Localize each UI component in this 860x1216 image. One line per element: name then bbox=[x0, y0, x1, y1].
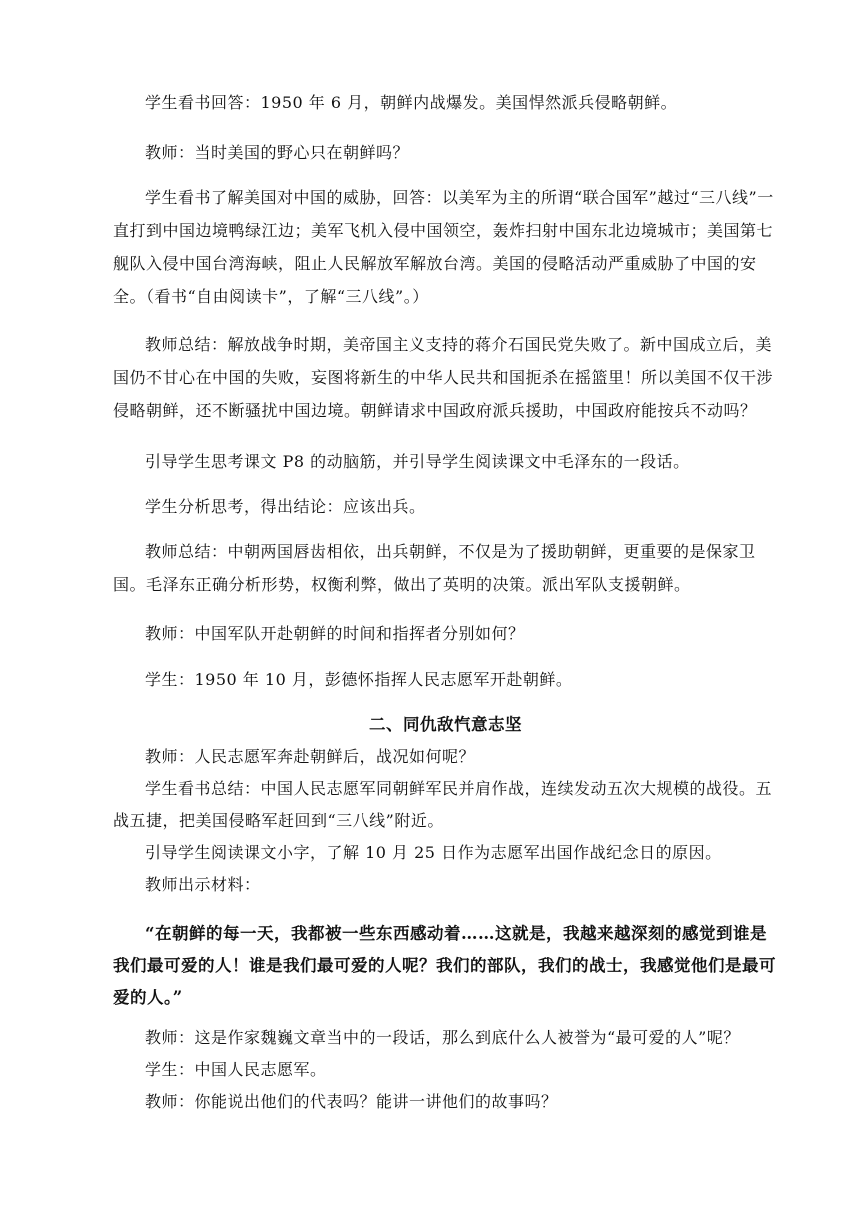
paragraph-student-conclusion: 学生分析思考，得出结论：应该出兵。 bbox=[145, 497, 426, 516]
paragraph-student-october: 学生：1950 年 10 月，彭德怀指挥人民志愿军开赴朝鲜。 bbox=[145, 670, 573, 689]
paragraph-student-threat-answer: 学生看书了解美国对中国的威胁，回答：以美军为主的所谓“联合国军”越过“三八线”一直打到中国边境鸭绿江边；美军飞机入侵中国领空，轰炸扫射中国东北边境城市；美国第七舰队入侵中国台湾海峡，阻止人民解放军解放台湾。美国的侵略活动严重威胁了中国的安全。（看书“自由阅读卡”，了解“三八线”。） bbox=[113, 188, 774, 306]
quote-weiwei: “在朝鲜的每一天，我都被一些东西感动着……这就是，我越来越深刻的感觉到谁是我们最可爱的人！谁是我们最可爱的人呢？我们的部队，我们的战士，我感觉他们是最可爱的人。” bbox=[113, 924, 776, 1007]
paragraph-answer-1950-june: 学生看书回答：1950 年 6 月，朝鲜内战爆发。美国悍然派兵侵略朝鲜。 bbox=[145, 93, 678, 112]
paragraph-teacher-question-time: 教师：中国军队开赴朝鲜的时间和指挥者分别如何？ bbox=[145, 624, 525, 643]
paragraph-guide-p8: 引导学生思考课文 P8 的动脑筋，并引导学生阅读课文中毛泽东的一段话。 bbox=[145, 452, 690, 471]
paragraph-teacher-summary-liberation: 教师总结：解放战争时期，美帝国主义支持的蒋介石国民党失败了。新中国成立后，美国仍不甘心在中国的失败，妄图将新生的中华人民共和国扼杀在摇篮里！所以美国不仅干涉侵略朝鲜，还不断骚扰中国边境。朝鲜请求中国政府派兵援助，中国政府能按兵不动吗？ bbox=[113, 335, 774, 420]
paragraph-teacher-summary-decision: 教师总结：中朝两国唇齿相依，出兵朝鲜，不仅是为了援助朝鲜，更重要的是保家卫国。毛泽东正确分析形势，权衡利弊，做出了英明的决策。派出军队支援朝鲜。 bbox=[113, 542, 756, 594]
paragraph-guide-commemoration: 引导学生阅读课文小字，了解 10 月 25 日作为志愿军出国作战纪念日的原因。 bbox=[145, 843, 722, 862]
paragraph-teacher-question-cutest: 教师：这是作家魏巍文章当中的一段话，那么到底什么人被誉为“最可爱的人”呢？ bbox=[145, 1028, 740, 1047]
paragraph-teacher-question-stories: 教师：你能说出他们的代表吗？能讲一讲他们的故事吗？ bbox=[145, 1092, 558, 1111]
section-heading: 二、同仇敌忾意志坚 bbox=[369, 715, 522, 734]
paragraph-teacher-question-war: 教师：人民志愿军奔赴朝鲜后，战况如何呢？ bbox=[145, 747, 476, 766]
paragraph-student-volunteers: 学生：中国人民志愿军。 bbox=[145, 1060, 327, 1079]
paragraph-teacher-material: 教师出示材料： bbox=[145, 875, 261, 894]
paragraph-teacher-question-ambition: 教师：当时美国的野心只在朝鲜吗？ bbox=[145, 143, 410, 162]
paragraph-student-summary-campaigns: 学生看书总结：中国人民志愿军同朝鲜军民并肩作战，连续发动五次大规模的战役。五战五捷，把美国侵略军赶回到“三八线”附近。 bbox=[113, 779, 773, 830]
